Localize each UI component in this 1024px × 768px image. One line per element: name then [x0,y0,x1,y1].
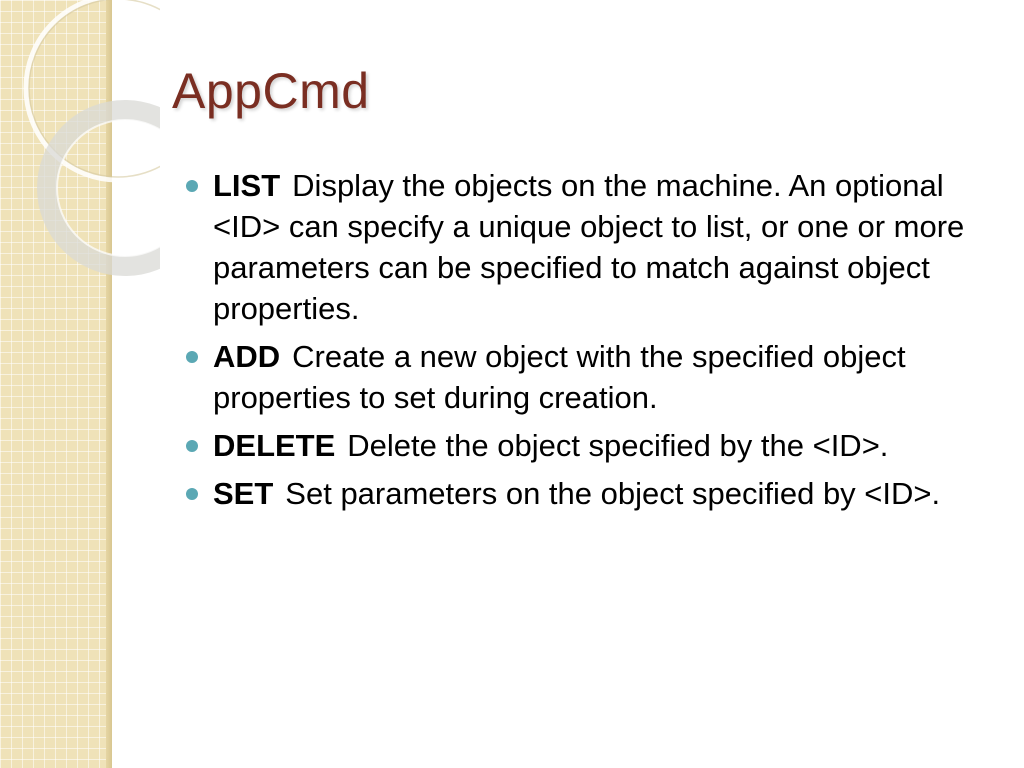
item-term: DELETE [213,428,336,463]
item-term: LIST [213,168,281,203]
bullet-dot-icon [186,488,198,500]
slide-title: AppCmd [172,63,370,119]
list-item [186,165,994,329]
bullet-dot-icon [186,351,198,363]
bullet-dot-icon [186,180,198,192]
bullet-list [186,165,994,521]
item-description: Display the objects on the machine. An optional <ID> can specify a unique object to list, or one or more parameters can be specified to match against object properties. [213,168,965,326]
small-ring [47,110,160,266]
item-description: Create a new object with the specified object properties to set during creation. [213,339,906,415]
list-item [186,336,994,418]
bullet-dot-icon [186,440,198,452]
item-description: Delete the object specified by the <ID>. [347,428,889,463]
list-item [186,473,994,514]
item-term: SET [213,476,274,511]
item-term: ADD [213,339,281,374]
list-item [186,425,994,466]
item-description: Set parameters on the object specified by <ID>. [285,476,941,511]
decorative-rings [0,0,160,330]
